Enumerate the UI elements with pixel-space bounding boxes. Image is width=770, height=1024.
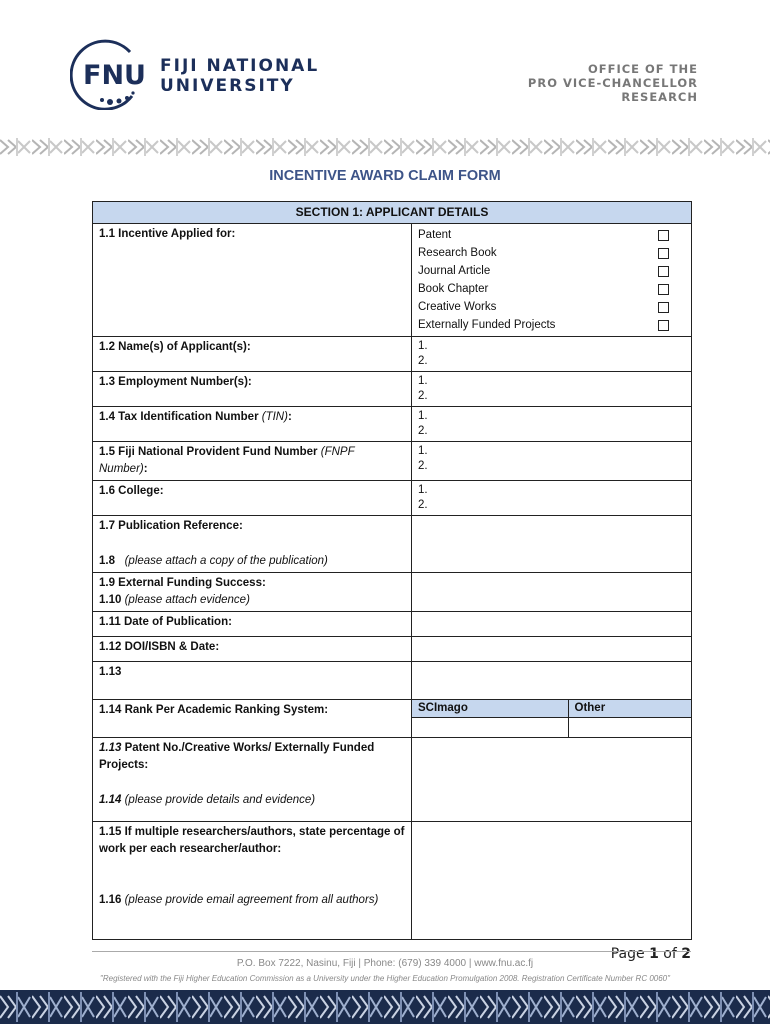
fnu-logo [70,38,156,115]
line-number: 2. [418,460,428,472]
page-of: of [663,946,677,962]
date-publication-field[interactable] [412,612,692,637]
q-incentive-applied: 1.1 Incentive Applied for: [93,224,412,337]
q-multiple-authors [93,822,412,940]
option-creative-works[interactable] [418,298,685,316]
q-patent-works-text: Patent No./Creative Works/ Externally Funded Projects: [99,742,375,771]
page-current: 1 [649,946,659,962]
q-num: 1.10 [99,594,122,606]
external-funding-field[interactable] [412,573,692,612]
option-label: Research Book [418,247,497,259]
q-num: 1.14 [99,794,122,806]
decorative-band-top [0,137,770,157]
patent-works-field[interactable] [412,738,692,822]
q-doi-isbn: 1.12 DOI/ISBN & Date: [93,637,412,662]
multiple-authors-field[interactable] [412,822,692,940]
applicant-names-field[interactable] [412,337,692,372]
q-fnpf-colon: : [143,463,148,475]
option-journal-article[interactable] [418,262,685,280]
office-line2: PRO VICE-CHANCELLOR [527,76,698,90]
page-label: Page [610,946,645,962]
q-tin-text: 1.4 Tax Identification Number [99,411,259,423]
employment-numbers-field[interactable] [412,372,692,407]
university-name [160,56,319,96]
q-patent-works [93,738,412,822]
publication-reference-field[interactable] [412,516,692,573]
research-book-checkbox[interactable] [658,248,669,259]
option-label: Externally Funded Projects [418,319,556,331]
q-email-agreement-note: (please provide email agreement from all authors) [124,894,379,906]
fnpf-field[interactable] [412,442,692,481]
book-chapter-checkbox[interactable] [658,284,669,295]
q-1-13-field[interactable] [412,662,692,700]
q-tin-colon: : [287,411,292,423]
option-book-chapter[interactable] [418,280,685,298]
option-externally-funded[interactable] [418,316,685,334]
creative-works-checkbox[interactable] [658,302,669,313]
office-line1: OFFICE OF THE [587,62,698,76]
applicant-details-table [92,201,692,940]
q-evidence-note: (please attach evidence) [124,594,250,606]
office-line3: RESEARCH [621,90,698,104]
footer-registration: "Registered with the Fiji Higher Education Commission as a University under the Higher Education Promulgation 2008. Registration Certificate Number RC 0060" [100,974,670,983]
option-label: Journal Article [418,265,491,277]
q-publication-reference-text: 1.7 Publication Reference: [99,520,243,532]
q-num: 1.13 [99,742,122,754]
q-external-funding [93,573,412,612]
q-publication-note: (please attach a copy of the publication) [124,555,328,567]
line-number: 1. [418,410,428,422]
q-tin [93,407,412,442]
rank-scimago-field[interactable] [412,718,568,737]
doi-isbn-field[interactable] [412,637,692,662]
tin-field[interactable] [412,407,692,442]
patent-checkbox[interactable] [658,230,669,241]
option-patent[interactable] [418,226,685,244]
q-fnpf-text: 1.5 Fiji National Provident Fund Number [99,446,318,458]
line-number: 2. [418,499,428,511]
q-fnpf [93,442,412,481]
q-details-note: (please provide details and evidence) [124,794,316,806]
line-number: 2. [418,355,428,367]
rank-grid [412,700,692,738]
university-line1: FIJI NATIONAL [160,56,320,76]
decorative-band-bottom [0,990,770,1024]
option-label: Creative Works [418,301,497,313]
page-total: 2 [681,946,691,962]
q-date-publication: 1.11 Date of Publication: [93,612,412,637]
rank-other-header: Other [568,700,692,718]
q-num: 1.16 [99,894,122,906]
college-field[interactable] [412,481,692,516]
line-number: 1. [418,445,428,457]
office-title [528,62,698,104]
option-research-book[interactable] [418,244,685,262]
footer-divider [92,951,691,952]
line-number: 1. [418,375,428,387]
q-employment-numbers: 1.3 Employment Number(s): [93,372,412,407]
university-line2: UNIVERSITY [160,76,295,96]
footer-address: P.O. Box 7222, Nasinu, Fiji | Phone: (679) 339 4000 | www.fnu.ac.fj [236,958,534,969]
line-number: 2. [418,425,428,437]
q-tin-abbrev: (TIN) [261,411,288,423]
q-college: 1.6 College: [93,481,412,516]
q-rank: 1.14 Rank Per Academic Ranking System: [93,700,412,738]
line-number: 2. [418,390,428,402]
journal-article-checkbox[interactable] [658,266,669,277]
q-publication-reference [93,516,412,573]
incentive-options [412,224,692,337]
line-number: 1. [418,340,428,352]
q-num: 1.8 [99,555,115,567]
logo-text: FNU [83,60,146,91]
rank-scimago-header: SCImago [412,700,568,718]
externally-funded-checkbox[interactable] [658,320,669,331]
form-title: INCENTIVE AWARD CLAIM FORM [269,168,501,184]
option-label: Patent [418,229,452,241]
q-1-13: 1.13 [93,662,412,700]
q-multiple-authors-text: 1.15 If multiple researchers/authors, state percentage of work per each researcher/author: [99,826,405,855]
option-label: Book Chapter [418,283,489,295]
q-external-funding-text: 1.9 External Funding Success: [99,577,266,589]
section1-header: SECTION 1: APPLICANT DETAILS [93,202,692,224]
line-number: 1. [418,484,428,496]
q-applicant-names: 1.2 Name(s) of Applicant(s): [93,337,412,372]
q-fnpf-abbrev: (FNPF Number) [99,446,355,475]
rank-other-field[interactable] [568,718,692,737]
